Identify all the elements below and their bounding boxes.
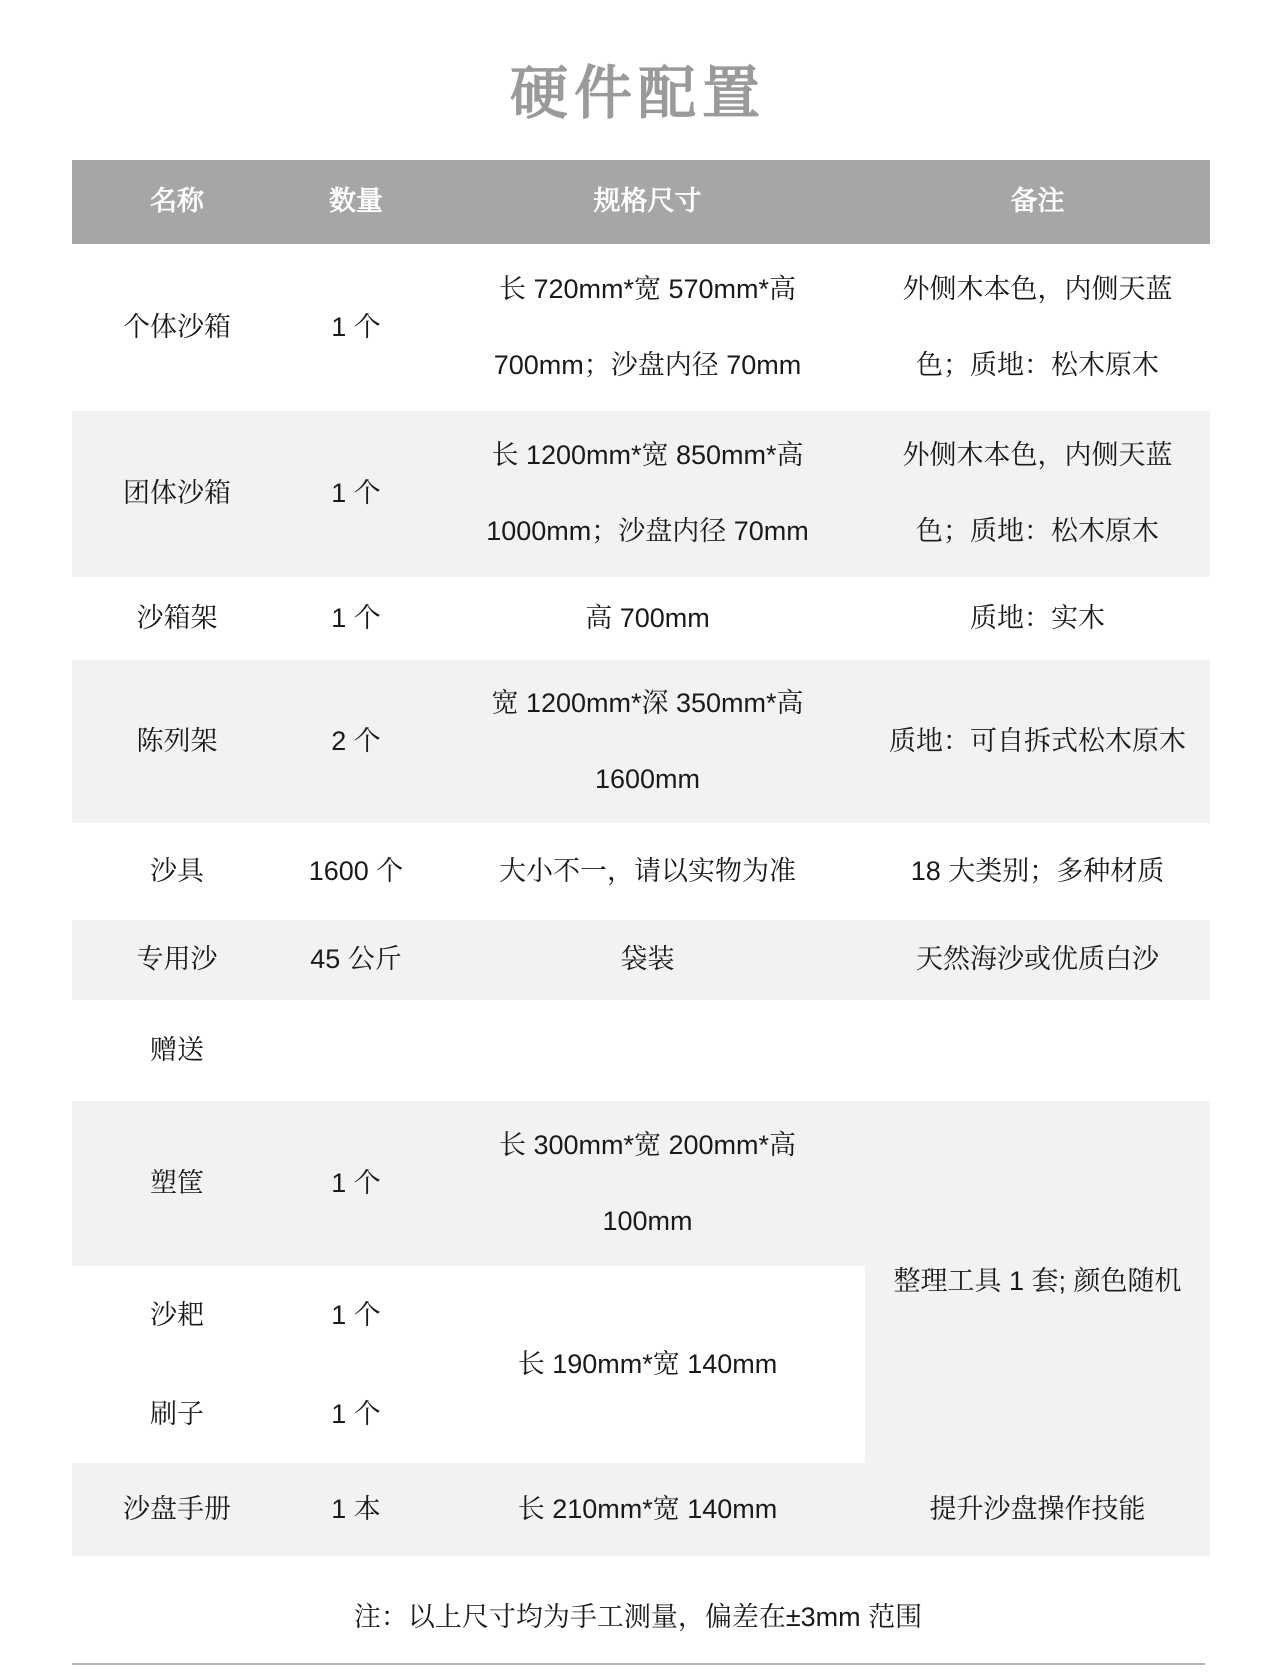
cell-spec-merged-rake-brush: 长 190mm*宽 140mm: [517, 1348, 778, 1379]
cell-spec: 大小不一，请以实物为准: [499, 855, 796, 886]
cell-note: 质地：实木: [970, 602, 1105, 633]
column-header-quantity: 数量: [329, 186, 383, 217]
cell-name: 个体沙箱: [123, 311, 231, 342]
row-individual-sandbox: [72, 244, 1210, 411]
cell-name: 团体沙箱: [123, 478, 231, 509]
column-header-spec: 规格尺寸: [593, 186, 702, 217]
cell-name: 赠送: [150, 1034, 204, 1065]
cell-spec: [430, 244, 865, 411]
cell-spec: [430, 411, 865, 577]
cell-name: 沙耙: [150, 1300, 204, 1331]
row-sandbox-stand: [72, 577, 1210, 660]
gift-items-merged-block: [72, 1101, 1210, 1463]
bottom-divider: [72, 1663, 1205, 1665]
note-line: 外侧木本色，内侧天蓝: [902, 440, 1173, 471]
note-line: 色；质地：松木原木: [916, 349, 1159, 380]
spec-line: 长 720mm*宽 570mm*高: [498, 273, 797, 304]
spec-line: 长 1200mm*宽 850mm*高: [491, 440, 804, 471]
cell-note: [865, 244, 1210, 411]
spec-line: 100mm: [602, 1205, 693, 1236]
spec-line: 宽 1200mm*深 350mm*高: [491, 687, 804, 718]
cell-qty: 1 个: [331, 1167, 381, 1198]
measurement-footnote: 注：以上尺寸均为手工测量，偏差在±3mm 范围: [353, 1601, 923, 1632]
cell-qty: 45 公斤: [310, 944, 402, 975]
cell-name: 刷子: [150, 1398, 204, 1429]
cell-spec: 高 700mm: [585, 602, 710, 633]
cell-qty: 1 个: [331, 311, 381, 342]
cell-name: 沙具: [150, 855, 204, 886]
spec-line: 1000mm；沙盘内径 70mm: [486, 516, 809, 547]
cell-qty: 1 个: [331, 1398, 381, 1429]
column-header-name: 名称: [150, 186, 204, 217]
cell-qty: 1 个: [331, 478, 381, 509]
cell-note: 提升沙盘操作技能: [929, 1493, 1146, 1524]
cell-spec: 袋装: [620, 944, 675, 975]
cell-name: 塑筐: [150, 1167, 204, 1198]
cell-spec: [430, 1000, 865, 1101]
cell-spec: 长 210mm*宽 140mm: [517, 1493, 778, 1524]
row-manual: [72, 1463, 1210, 1556]
row-brush: [72, 1366, 430, 1463]
cell-name: 专用沙: [136, 944, 218, 975]
cell-name: 沙箱架: [136, 602, 218, 633]
row-group-sandbox: [72, 411, 1210, 577]
row-plastic-basket: [72, 1101, 865, 1266]
rake-brush-subblock: [72, 1266, 865, 1463]
cell-name: 陈列架: [136, 725, 218, 756]
cell-note: [865, 411, 1210, 577]
row-sand-rake: [72, 1266, 430, 1366]
cell-qty: [282, 1000, 430, 1101]
cell-qty: 1 本: [331, 1493, 381, 1524]
rake-brush-names: [72, 1266, 430, 1463]
cell-note: 质地：可自拆式松木原木: [889, 725, 1186, 756]
page-title: 硬件配置: [509, 59, 766, 127]
cell-qty: 1 个: [331, 1300, 381, 1331]
spec-line: 700mm；沙盘内径 70mm: [493, 349, 802, 380]
cell-note: 天然海沙或优质白沙: [916, 944, 1159, 975]
row-display-rack: [72, 660, 1210, 823]
row-sand-toys: [72, 823, 1210, 920]
cell-note: 18 大类别；多种材质: [910, 855, 1165, 886]
table-header-row: [72, 160, 1210, 244]
cell-name: 沙盘手册: [123, 1493, 231, 1524]
cell-qty: 1 个: [331, 602, 381, 633]
spec-line: 1600mm: [594, 763, 701, 794]
cell-qty: 1600 个: [308, 855, 404, 886]
row-gift-label: [72, 1000, 1210, 1101]
column-header-note: 备注: [1010, 186, 1065, 217]
cell-note: [865, 1000, 1210, 1101]
cell-spec: [430, 660, 865, 823]
hardware-spec-table: [72, 160, 1210, 1556]
cell-qty: 2 个: [331, 725, 381, 756]
gift-items-left: [72, 1101, 865, 1463]
cell-spec: [430, 1101, 865, 1266]
note-line: 色；质地：松木原木: [916, 516, 1159, 547]
cell-note-merged-tools: 整理工具 1 套; 颜色随机: [865, 1101, 1210, 1463]
note-line: 外侧木本色，内侧天蓝: [902, 273, 1173, 304]
row-special-sand: [72, 920, 1210, 1000]
spec-line: 长 300mm*宽 200mm*高: [498, 1129, 797, 1160]
